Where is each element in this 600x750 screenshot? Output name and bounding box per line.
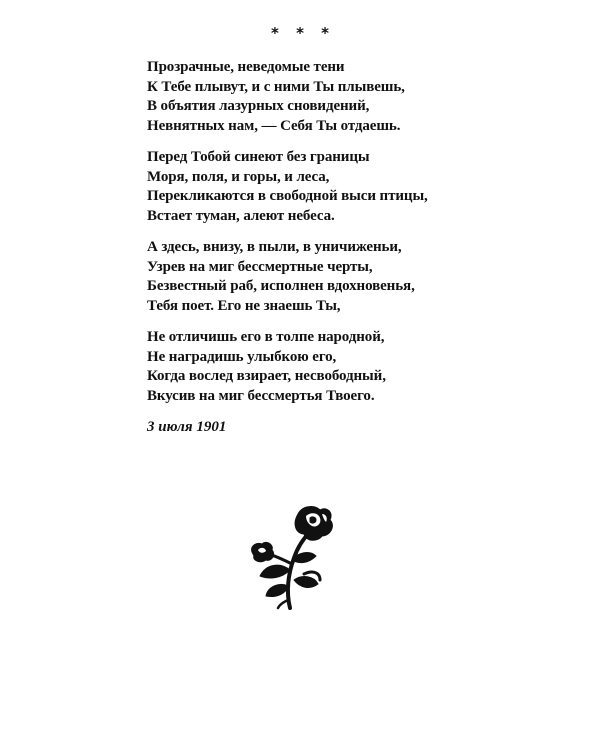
stanza-4 — [147, 328, 477, 406]
poem-line: Прозрачные, неведомые тени — [147, 59, 345, 75]
poem-line: Не наградишь улыбкою его, — [147, 348, 337, 365]
poem-line: Перед Тобой синеют без границы — [147, 149, 370, 165]
poem-line: Вкусив на миг бессмертья Твоего. — [147, 387, 375, 404]
rose-flower-icon — [246, 500, 338, 616]
poem-line: Встает туман, алеют небеса. — [147, 207, 335, 224]
stanza-1 — [147, 58, 477, 136]
poem-body — [147, 58, 477, 437]
poem-line: Узрев на миг бессмертные черты, — [147, 258, 373, 275]
poem-line: Перекликаются в свободной выси птицы, — [147, 188, 428, 204]
stanza-3 — [147, 238, 477, 316]
poem-line: Невнятных нам, — Себя Ты отдаешь. — [147, 117, 401, 134]
poem-line: К Тебе плывут, и с ними Ты плывешь, — [147, 78, 405, 95]
stanza-2 — [147, 148, 477, 226]
poem-line: Безвестный раб, исполнен вдохновенья, — [147, 278, 415, 294]
poem-date: 3 июля 1901 — [147, 419, 227, 435]
section-asterism: * * * — [271, 24, 335, 42]
poem-line: Когда вослед взирает, несвободный, — [147, 368, 386, 384]
poem-line: Моря, поля, и горы, и леса, — [147, 168, 330, 185]
poem-line: Не отличишь его в толпе народной, — [147, 329, 385, 345]
poem-line: Тебя поет. Его не знаешь Ты, — [147, 297, 341, 314]
poem-line: В объятия лазурных сновидений, — [147, 98, 370, 114]
poem-line: А здесь, внизу, в пыли, в уничиженьи, — [147, 239, 402, 255]
